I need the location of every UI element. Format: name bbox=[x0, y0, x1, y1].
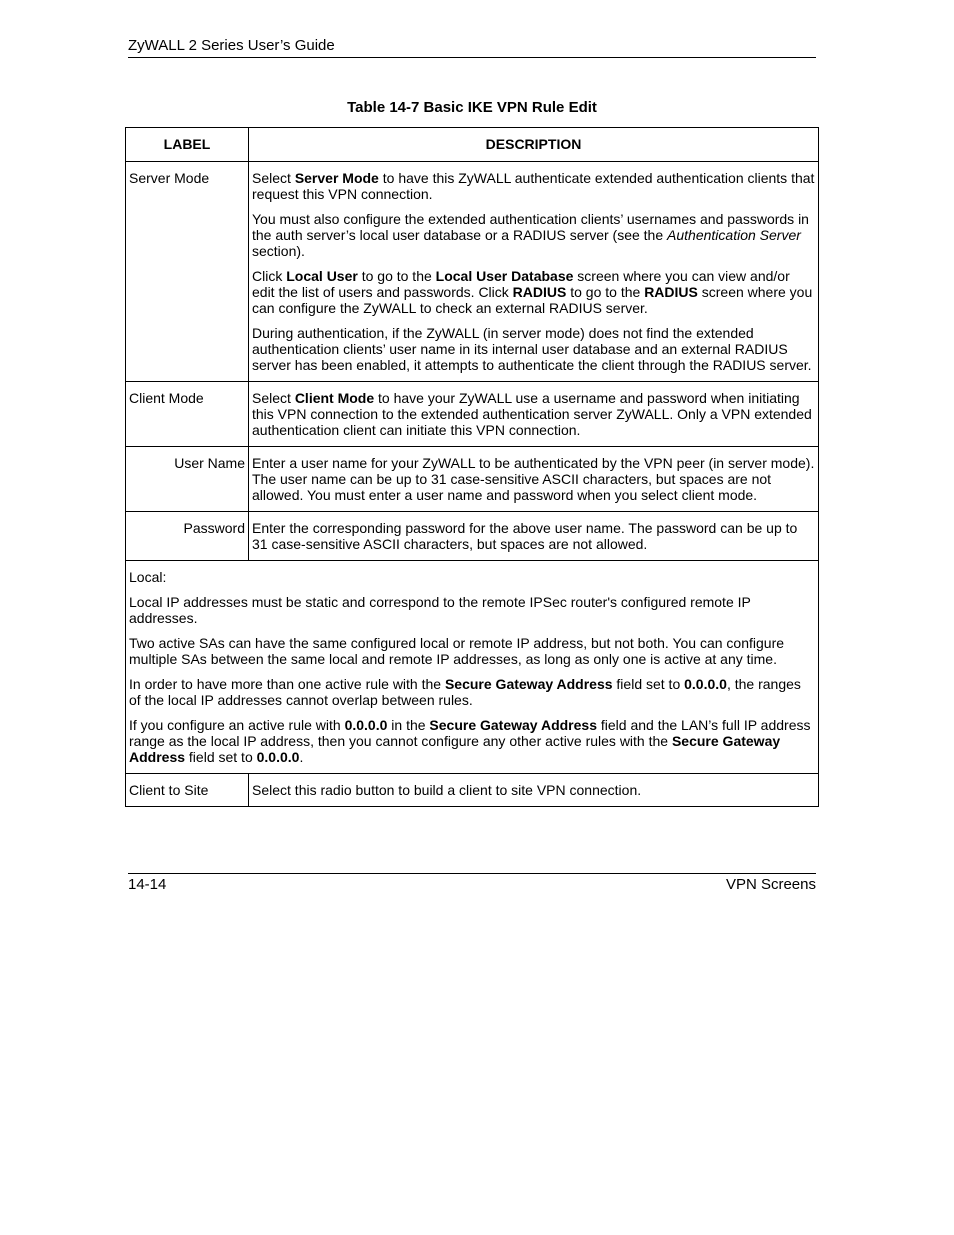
description-paragraph: Select Client Mode to have your ZyWALL use a username and password when initiating this VPN connection to the extended authentication server ZyWALL. Only a VPN extended authentication client can initiate this VPN connection. bbox=[252, 390, 812, 438]
table-row-local-note bbox=[126, 561, 819, 774]
table-caption: Table 14-7 Basic IKE VPN Rule Edit bbox=[347, 99, 597, 116]
description-paragraph: During authentication, if the ZyWALL (in server mode) does not find the extended authentication clients’ user name in its internal user database and an external RADIUS server has been enabled, it attempts to authenticate the client through the RADIUS server. bbox=[252, 325, 812, 373]
note-paragraph: In order to have more than one active rule with the Secure Gateway Address field set to 0.0.0.0, the ranges of the local IP addresses cannot overlap between rules. bbox=[129, 676, 801, 708]
table-row-password bbox=[126, 512, 819, 561]
description-paragraph: Select Server Mode to have this ZyWALL authenticate extended authentication clients that request this VPN connection. bbox=[252, 170, 815, 202]
table-header-row bbox=[126, 128, 819, 162]
guide-title: ZyWALL 2 Series User’s Guide bbox=[128, 37, 335, 54]
row-label: Client to Site bbox=[126, 774, 249, 807]
column-header-description: DESCRIPTION bbox=[249, 128, 819, 162]
vpn-rule-table bbox=[125, 127, 819, 807]
description-paragraph: Click Local User to go to the Local User Database screen where you can view and/or edit the list of users and passwords. Click RADIUS to go to the RADIUS screen where you can configure the ZyWALL to check an external RADIUS server. bbox=[252, 268, 813, 316]
row-description: Enter a user name for your ZyWALL to be authenticated by the VPN peer (in server mode). The user name can be up to 31 case-sensitive ASCII characters, but spaces are not allowed. You must enter a user name and password when you select client mode. bbox=[249, 447, 819, 512]
row-description: Select this radio button to build a client to site VPN connection. bbox=[249, 774, 819, 807]
note-paragraph: If you configure an active rule with 0.0.0.0 in the Secure Gateway Address field and the LAN’s full IP address range as the local IP address, then you cannot configure any other active rules with the Secure Gateway Address field set to 0.0.0.0. bbox=[129, 717, 811, 765]
row-description: Enter the corresponding password for the above user name. The password can be up to 31 case-sensitive ASCII characters, but spaces are not allowed. bbox=[249, 512, 819, 561]
table-row-server-mode bbox=[126, 162, 819, 382]
page-header bbox=[128, 37, 816, 58]
note-paragraph: Local: bbox=[129, 569, 167, 585]
table-row-client-to-site bbox=[126, 774, 819, 807]
row-label: Client Mode bbox=[126, 382, 249, 447]
column-header-label: LABEL bbox=[126, 128, 249, 162]
page-number: 14-14 bbox=[128, 876, 167, 893]
local-note bbox=[126, 561, 819, 774]
row-description bbox=[249, 382, 819, 447]
page-footer bbox=[128, 873, 816, 896]
note-paragraph: Two active SAs can have the same configured local or remote IP address, but not both. You can configure multiple SAs between the same local and remote IP addresses, as long as only one is active at any time. bbox=[129, 635, 785, 667]
row-label: User Name bbox=[126, 447, 249, 512]
row-description bbox=[249, 162, 819, 382]
section-name: VPN Screens bbox=[725, 876, 816, 893]
table-row-client-mode bbox=[126, 382, 819, 447]
row-label: Server Mode bbox=[126, 162, 249, 382]
row-label: Password bbox=[126, 512, 249, 561]
table-row-user-name bbox=[126, 447, 819, 512]
note-paragraph: Local IP addresses must be static and correspond to the remote IPSec router's configured remote IP addresses. bbox=[129, 594, 751, 626]
description-paragraph: You must also configure the extended authentication clients’ usernames and passwords in the auth server’s local user database or a RADIUS server (see the Authentication Server section). bbox=[252, 211, 809, 259]
